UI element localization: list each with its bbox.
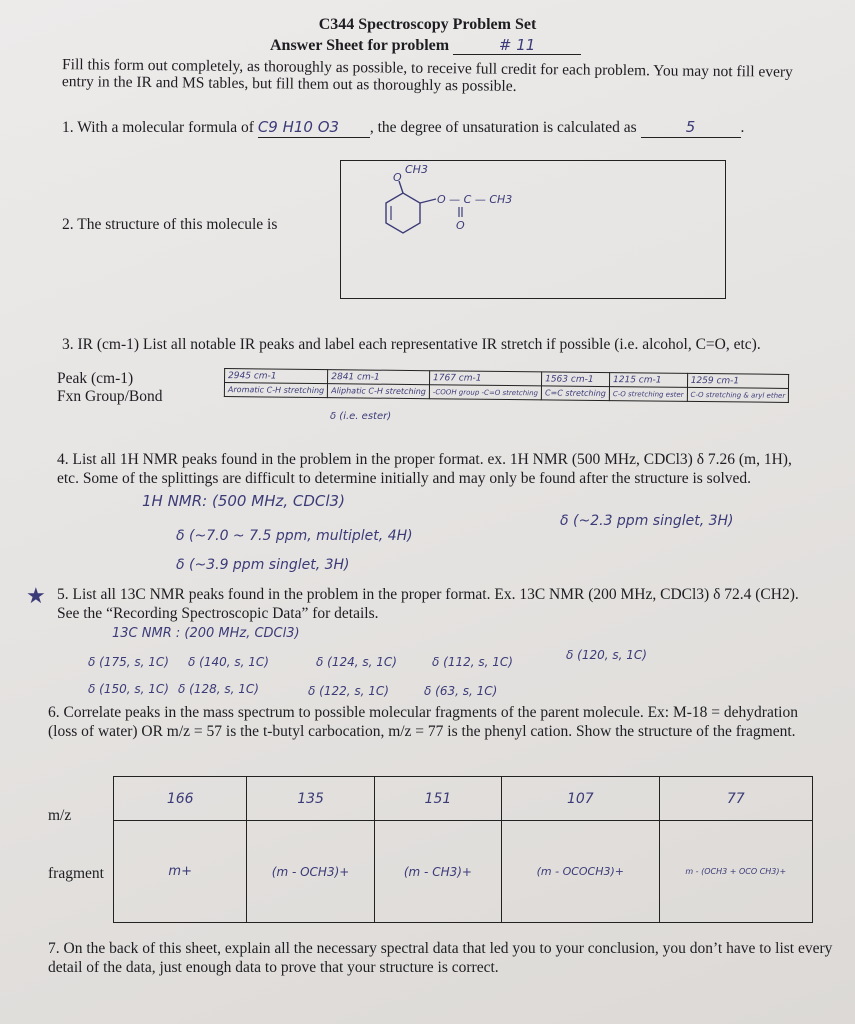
ir-fxn-label: Fxn Group/Bond	[57, 388, 163, 405]
sheet-subtitle	[270, 36, 581, 55]
q5-answer-peak[interactable]: δ (128, s, 1C)	[178, 682, 259, 696]
q1-formula-answer[interactable]: C9 H10 O3	[258, 118, 370, 138]
ms-mz-cell[interactable]: 77	[659, 777, 812, 821]
question-1	[62, 118, 832, 138]
q1-end: .	[740, 119, 745, 136]
ir-peak-cell[interactable]: 1563 cm-1	[542, 372, 610, 387]
methoxy-oxygen: O	[393, 171, 402, 184]
ir-group-cell[interactable]: C-O stretching & aryl ether	[687, 387, 789, 402]
q5-number: 5.	[57, 586, 69, 603]
q7-number: 7.	[48, 940, 60, 957]
ms-fragment-label: fragment	[48, 865, 104, 882]
ir-group-cell[interactable]: C=C stretching	[541, 386, 609, 401]
ir-peak-cell[interactable]: 2841 cm-1	[328, 370, 430, 385]
ms-fragment-cell[interactable]: (m - OCOCH3)+	[502, 821, 659, 923]
q5-answer-peak[interactable]: δ (124, s, 1C)	[316, 655, 397, 669]
q6-prompt: Correlate peaks in the mass spectrum to possible molecular fragments of the parent molecule. Ex: M-18 = dehydration (loss of water) OR m/z = 57 is the t-butyl carbocation, m/z = 77 is the phenyl cation. Show the structure of the fragment.	[48, 704, 798, 740]
q2-number: 2.	[62, 216, 74, 233]
instructions: Fill this form out completely, as thoroughly as possible, to receive full credit for each problem. You may not fill every entry in the IR and MS tables, but fill them out as thoroughly as possible.	[61, 56, 793, 95]
q5-answer-peak[interactable]: δ (120, s, 1C)	[566, 648, 647, 662]
q4-answer-peak[interactable]: δ (~2.3 ppm singlet, 3H)	[560, 513, 734, 529]
ms-mz-cell[interactable]: 135	[247, 777, 374, 821]
ir-table	[224, 368, 790, 403]
q4-prompt: List all 1H NMR peaks found in the problem in the proper format. ex. 1H NMR (500 MHz, CDCl3) δ 7.26 (m, 1H), etc. Some of the splittings are difficult to determine initially and may only be found after the structure is solved.	[57, 451, 792, 487]
ir-group-cell[interactable]: Aromatic C-H stretching	[224, 383, 327, 398]
ir-peak-cell[interactable]: 1259 cm-1	[687, 373, 789, 388]
ir-group-cell[interactable]: C-O stretching ester	[609, 387, 687, 402]
star-margin-mark: ★	[26, 583, 46, 608]
question-2	[62, 215, 277, 234]
subtitle-prefix: Answer Sheet for problem	[270, 37, 450, 54]
ms-fragment-cell[interactable]: (m - CH3)+	[374, 821, 501, 923]
ir-group-cell[interactable]: -COOH group -C=O stretching	[429, 385, 541, 400]
q2-label: The structure of this molecule is	[77, 216, 278, 233]
ms-mz-cell[interactable]: 107	[502, 777, 659, 821]
question-4	[57, 450, 809, 488]
ir-group-cell[interactable]: Aliphatic C-H stretching	[328, 384, 430, 399]
sheet-title: C344 Spectroscopy Problem Set	[318, 16, 537, 33]
q5-answer-peak[interactable]: δ (63, s, 1C)	[424, 684, 498, 698]
q1-prefix: With a molecular formula of	[77, 119, 254, 136]
question-5	[57, 585, 817, 623]
molecule-structure-drawing	[341, 161, 725, 298]
question-3	[62, 335, 832, 354]
ir-peak-cell[interactable]: 1767 cm-1	[429, 371, 541, 386]
q7-prompt: On the back of this sheet, explain all the necessary spectral data that led you to your conclusion, you don’t have to list every detail of the data, just enough data to prove that your structure is correct.	[48, 940, 833, 976]
ir-peak-label: Peak (cm-1)	[57, 370, 134, 387]
q1-middle: , the degree of unsaturation is calculated as	[369, 119, 637, 136]
q3-number: 3.	[62, 336, 74, 353]
ir-peak-cell[interactable]: 1215 cm-1	[609, 373, 687, 388]
ms-mz-cell[interactable]: 151	[374, 777, 501, 821]
structure-box[interactable]	[340, 160, 726, 299]
q5-answer-peak[interactable]: δ (140, s, 1C)	[188, 655, 269, 669]
q1-unsaturation-answer[interactable]: 5	[641, 118, 741, 138]
q4-number: 4.	[57, 451, 69, 468]
q6-number: 6.	[48, 704, 60, 721]
ms-fragment-cell[interactable]: m - (OCH3 + OCO CH3)+	[659, 821, 812, 923]
ms-fragment-cell[interactable]: m+	[114, 821, 247, 923]
q4-answer-header[interactable]: 1H NMR: (500 MHz, CDCl3)	[142, 492, 345, 510]
methoxy-methyl: CH3	[405, 163, 428, 176]
ms-mz-label: m/z	[48, 807, 72, 824]
ir-peak-cell[interactable]: 2945 cm-1	[225, 369, 328, 384]
q5-answer-header[interactable]: 13C NMR : (200 MHz, CDCl3)	[112, 626, 300, 641]
q4-answer-peak[interactable]: δ (~7.0 ~ 7.5 ppm, multiplet, 4H)	[176, 528, 413, 544]
question-7	[48, 939, 833, 977]
ms-table	[113, 776, 813, 923]
ir-note-below: δ (i.e. ester)	[330, 411, 392, 422]
question-6	[48, 703, 828, 741]
ms-fragment-row	[114, 821, 813, 923]
ring-ester-bond	[420, 199, 436, 203]
ms-fragment-cell[interactable]: (m - OCH3)+	[247, 821, 374, 923]
q5-answer-peak[interactable]: δ (175, s, 1C)	[88, 655, 169, 669]
problem-number[interactable]: # 11	[453, 36, 581, 55]
carbonyl-oxygen: O	[456, 219, 465, 232]
ms-mz-cell[interactable]: 166	[114, 777, 247, 821]
ester-chain: O — C — CH3	[437, 193, 513, 206]
q5-prompt: List all 13C NMR peaks found in the problem in the proper format. Ex. 13C NMR (200 MHz, CDCl3) δ 72.4 (CH2). See the “Recording Spectroscopic Data” for details.	[57, 586, 799, 622]
q1-number: 1.	[62, 119, 74, 136]
ms-mz-row	[114, 777, 813, 821]
q5-answer-peak[interactable]: δ (150, s, 1C)	[88, 682, 169, 696]
q5-answer-peak[interactable]: δ (122, s, 1C)	[308, 684, 389, 698]
q4-answer-peak[interactable]: δ (~3.9 ppm singlet, 3H)	[176, 557, 350, 573]
q3-prompt: IR (cm-1) List all notable IR peaks and label each representative IR stretch if possible (i.e. alcohol, C=O, etc).	[77, 336, 761, 353]
q5-answer-peak[interactable]: δ (112, s, 1C)	[432, 655, 513, 669]
